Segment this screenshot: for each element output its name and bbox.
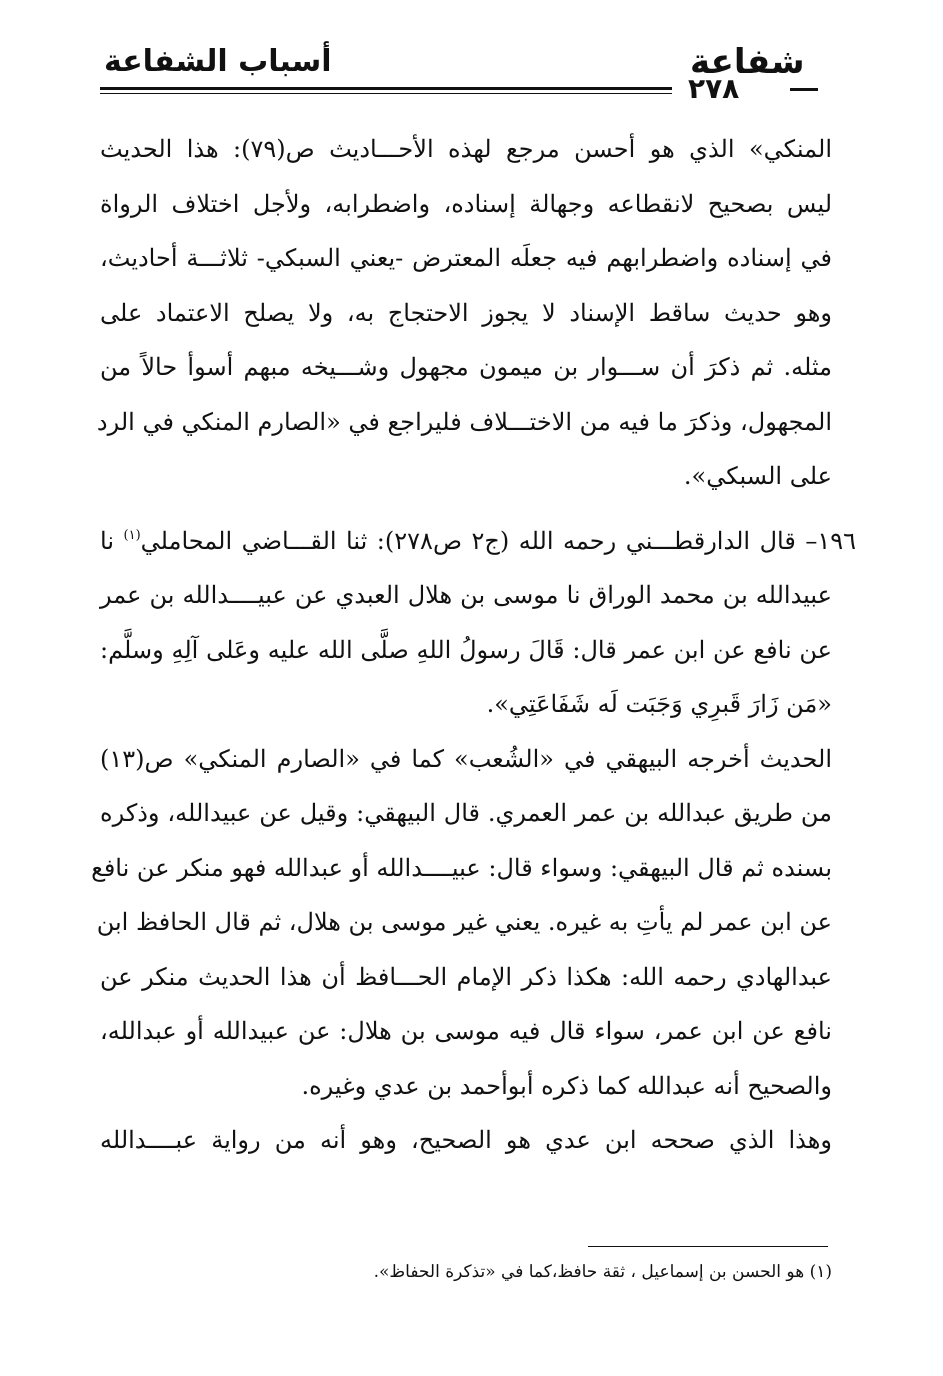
discussion-line: الحديث أخرجه البيهقي في «الشُعب» كما في «الصارم المنكي» ص(١٣) bbox=[100, 744, 832, 773]
footnote-reference: (١) bbox=[123, 527, 141, 543]
page-body bbox=[91, 122, 856, 1168]
header-rule-thick bbox=[100, 87, 672, 90]
discussion-line: والصحيح أنه عبدالله كما ذكره أبوأحمد بن عدي وغيره. bbox=[301, 1071, 832, 1100]
running-title: أسباب الشفاعة bbox=[104, 44, 332, 79]
discussion-line: من طريق عبدالله بن عمر العمري. قال البيهقي: وقيل عن عبيدالله، وذكره bbox=[100, 799, 832, 827]
hadith-matn: «مَن زَارَ قَبرِي وَجَبَت لَه شَفَاعَتِي». bbox=[486, 690, 832, 718]
header-logo-rule bbox=[790, 88, 818, 91]
hadith-first-line bbox=[100, 514, 856, 569]
footnote-rule bbox=[588, 1246, 828, 1247]
body-line: ليس بصحيح لانقطاعه وجهالة إسناده، واضطرابه، ولأجل اختلاف الرواة bbox=[100, 189, 832, 218]
body-line: مثله. ثم ذكرَ أن ســـوار بن ميمون مجهول وشـــيخه مبهم أسوأ حالاً من bbox=[100, 353, 832, 381]
footnote-marker: (١) bbox=[809, 1262, 832, 1282]
page-number: ٢٧٨ bbox=[688, 72, 740, 105]
header-logo: شفاعة bbox=[690, 42, 805, 82]
hadith-line: عبيدالله بن محمد الوراق نا موسى بن هلال العبدي عن عبيــــدالله بن عمر bbox=[100, 581, 832, 609]
hadith-line: عن نافع عن ابن عمر قال: قَالَ رسولُ اللهِ صلَّى الله عليه وعَلى آلِهِ وسلَّم: bbox=[100, 635, 832, 664]
body-line: المنكي» الذي هو أحسن مرجع لهذه الأحـــاديث ص(٧٩): هذا الحديث bbox=[100, 135, 832, 163]
body-line: في إسناده واضطرابهم فيه جعلَه المعترض -يعني السبكي- ثلاثـــة أحاديث، bbox=[100, 244, 832, 272]
discussion-line: عبدالهادي رحمه الله: هكذا ذكر الإمام الحـــافظ أن هذا الحديث منكر عن bbox=[100, 962, 832, 991]
footnote-text: هو الحسن بن إسماعيل ، ثقة حافظ،كما في «تذكرة الحفاظ». bbox=[373, 1262, 805, 1282]
discussion-line: عن ابن عمر لم يأتِ به غيره. يعني غير موسى بن هلال، ثم قال الحافظ ابن bbox=[96, 908, 832, 936]
footnote bbox=[100, 1262, 832, 1282]
hadith-text: قال الدارقطـــني رحمه الله (ج٢ ص٢٧٨): ثنا القـــاضي المحاملي bbox=[140, 526, 796, 555]
header-rule-thin bbox=[100, 93, 672, 94]
discussion-line: نافع عن ابن عمر، سواء قال فيه موسى بن هلال: عن عبيدالله أو عبدالله، bbox=[100, 1017, 832, 1045]
hadith-text: نا bbox=[100, 526, 114, 555]
closing-line: وهذا الذي صححه ابن عدي هو الصحيح، وهو أنه من رواية عبــــدالله bbox=[100, 1126, 832, 1154]
body-line: وهو حديث ساقط الإسناد لا يجوز الاحتجاج به، ولا يصلح الاعتماد على bbox=[100, 298, 832, 327]
discussion-line: بسنده ثم قال البيهقي: وسواء قال: عبيــــدالله أو عبدالله فهو منكر عن نافع bbox=[91, 853, 832, 882]
body-line: المجهول، وذكرَ ما فيه من الاختـــلاف فليراجع في «الصارم المنكي في الرد bbox=[96, 407, 832, 436]
paragraph-gap bbox=[100, 504, 832, 514]
body-line: على السبكي». bbox=[683, 462, 832, 490]
hadith-number: ١٩٦– bbox=[805, 526, 856, 555]
